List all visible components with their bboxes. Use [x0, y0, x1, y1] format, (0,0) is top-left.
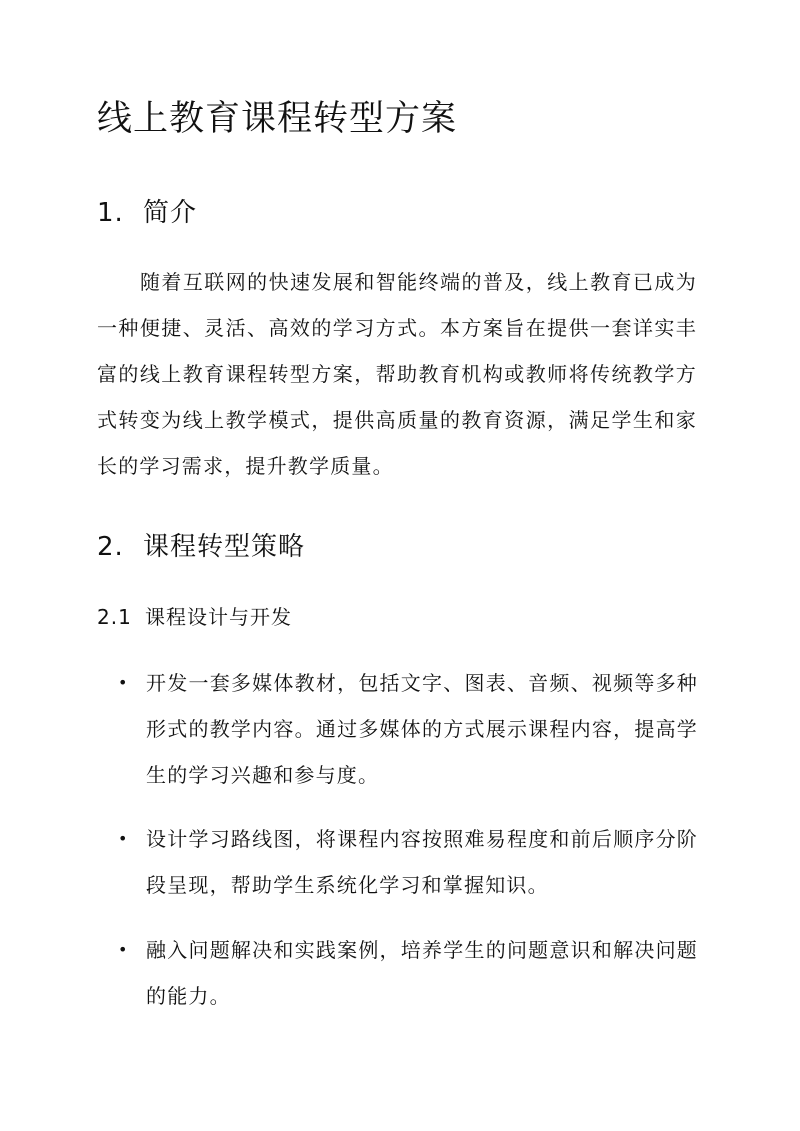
subsection-heading-design	[97, 601, 292, 633]
list-item-text: 融入问题解决和实践案例，培养学生的问题意识和解决问题的能力。	[146, 938, 698, 1008]
list-item-text: 开发一套多媒体教材，包括文字、图表、音频、视频等多种形式的教学内容。通过多媒体的方式展示课程内容，提高学生的学习兴趣和参与度。	[146, 671, 698, 787]
list-item	[118, 816, 698, 908]
section-title: 简介	[143, 198, 198, 228]
intro-paragraph: 随着互联网的快速发展和智能终端的普及，线上教育已成为一种便捷、灵活、高效的学习方式。本方案旨在提供一套详实丰富的线上教育课程转型方案，帮助教育机构或教师将传统教学方式转变为线上教学模式，提供高质量的教育资源，满足学生和家长的学习需求，提升教学质量。	[97, 270, 697, 478]
section-heading-intro	[97, 193, 197, 233]
bullet-icon: •	[118, 940, 129, 959]
subsection-title: 课程设计与开发	[145, 605, 292, 629]
document-title: 线上教育课程转型方案	[97, 99, 458, 139]
section-number: 2.	[97, 532, 124, 562]
list-item-text: 设计学习路线图，将课程内容按照难易程度和前后顺序分阶段呈现，帮助学生系统化学习和掌握知识。	[146, 827, 698, 897]
list-item	[118, 927, 698, 1019]
section-heading-strategy	[97, 527, 305, 567]
list-item	[118, 660, 698, 798]
bullet-icon: •	[118, 829, 129, 848]
subsection-number: 2.1	[97, 605, 132, 629]
bullet-icon: •	[118, 673, 129, 692]
section-number: 1.	[97, 198, 124, 228]
section-title: 课程转型策略	[143, 532, 306, 562]
